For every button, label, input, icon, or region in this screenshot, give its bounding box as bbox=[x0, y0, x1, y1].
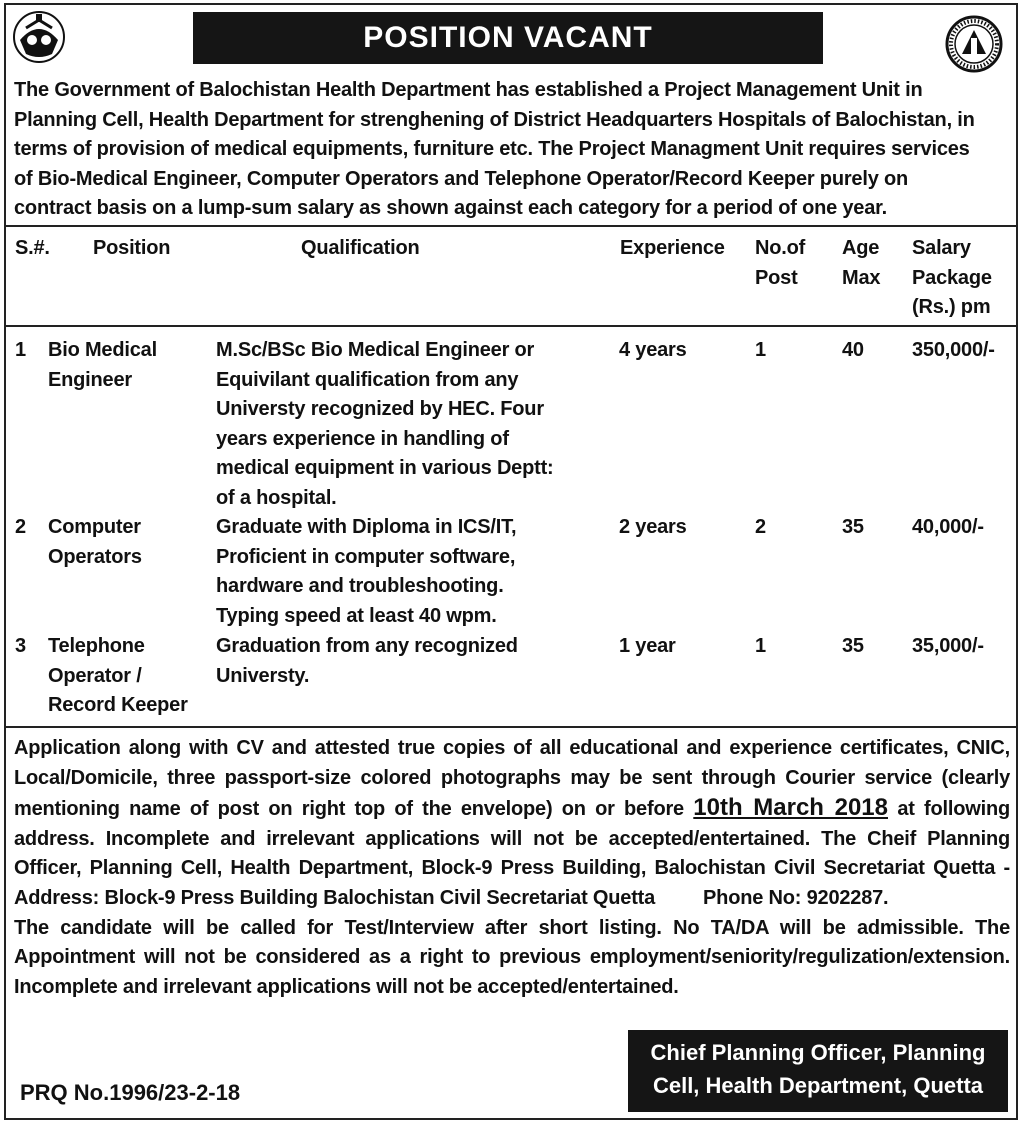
footer-line: Application along with CV and attested true copies of all educational and experience certificates, CNIC, bbox=[14, 737, 1010, 759]
header-position: Position bbox=[93, 237, 171, 259]
table-header-rule bbox=[4, 325, 1018, 327]
cell-experience: 1 year bbox=[619, 635, 676, 657]
table-top-rule bbox=[4, 225, 1018, 227]
application-instructions bbox=[14, 734, 1010, 1002]
cell-age: 35 bbox=[842, 516, 864, 538]
intro-line: terms of provision of medical equipments, furniture etc. The Project Managment Unit requires services bbox=[14, 138, 970, 161]
cell-line: hardware and troubleshooting. bbox=[216, 575, 504, 598]
cell-sn: 1 bbox=[15, 339, 26, 361]
government-emblem-icon bbox=[12, 10, 66, 64]
signature-line: Chief Planning Officer, Planning bbox=[650, 1040, 986, 1065]
public-relations-seal-icon bbox=[944, 14, 1004, 74]
cell-experience: 4 years bbox=[619, 339, 687, 361]
intro-line: Planning Cell, Health Department for strenghening of District Headquarters Hospitals of Balochistan, in bbox=[14, 108, 975, 131]
cell-line: Telephone bbox=[48, 635, 145, 657]
cell-line: Computer bbox=[48, 516, 141, 538]
intro-paragraph bbox=[14, 76, 1010, 224]
intro-line: of Bio-Medical Engineer, Computer Operators and Telephone Operator/Record Keeper purely on bbox=[14, 167, 909, 190]
cell-line: Proficient in computer software, bbox=[216, 545, 516, 568]
cell-position bbox=[48, 632, 188, 721]
cell-line: Universty recognized by HEC. Four bbox=[216, 398, 544, 421]
deadline-date: 10th March 2018 bbox=[693, 794, 888, 822]
cell-qualification bbox=[216, 632, 518, 691]
address-text: Address: Block-9 Press Building Balochistan Civil Secretariat Quetta bbox=[14, 886, 656, 909]
cell-age: 40 bbox=[842, 339, 864, 361]
cell-age: 35 bbox=[842, 635, 864, 657]
cell-posts: 1 bbox=[755, 339, 766, 361]
cell-qualification bbox=[216, 513, 516, 631]
cell-position bbox=[48, 336, 157, 395]
header-age-line: Age bbox=[842, 237, 880, 259]
footer-text: at following bbox=[897, 798, 1010, 821]
cell-salary: 350,000/- bbox=[912, 339, 995, 361]
cell-line: M.Sc/BSc Bio Medical Engineer or bbox=[216, 339, 535, 361]
header-age bbox=[842, 234, 880, 293]
phone-number: Phone No: 9202287. bbox=[703, 886, 889, 909]
header-salary-line: Salary bbox=[912, 237, 971, 259]
footer-line bbox=[14, 793, 1010, 825]
intro-line: contract basis on a lump-sum salary as shown against each category for a period of one year. bbox=[14, 197, 887, 220]
header-age-line: Max bbox=[842, 266, 881, 289]
header-posts-line: No.of bbox=[755, 237, 806, 259]
footer-line: Incomplete and irrelevant applications will not be accepted/entertained. bbox=[14, 975, 679, 998]
cell-posts: 1 bbox=[755, 635, 766, 657]
header-qualification: Qualification bbox=[301, 237, 420, 259]
header-salary bbox=[912, 234, 992, 323]
cell-line: Equivilant qualification from any bbox=[216, 368, 519, 391]
cell-line: of a hospital. bbox=[216, 486, 337, 509]
cell-line: Graduation from any recognized bbox=[216, 635, 518, 657]
footer-line bbox=[14, 884, 1010, 914]
cell-posts: 2 bbox=[755, 516, 766, 538]
header-salary-line: Package bbox=[912, 266, 992, 289]
header-sn: S.#. bbox=[15, 237, 50, 259]
footer-text: mentioning name of post on right top of the envelope) on or before bbox=[14, 798, 684, 821]
signature-block bbox=[628, 1030, 1008, 1112]
footer-line: The candidate will be called for Test/Interview after short listing. No TA/DA will be admissible. The bbox=[14, 916, 1010, 939]
cell-line: Universty. bbox=[216, 664, 310, 687]
cell-line: Operators bbox=[48, 545, 142, 568]
header-experience: Experience bbox=[620, 237, 725, 259]
cell-line: Graduate with Diploma in ICS/IT, bbox=[216, 516, 517, 538]
cell-line: medical equipment in various Deptt: bbox=[216, 457, 554, 480]
footer-line: Appointment will not be considered as a right to previous employment/seniority/regulization/extension. bbox=[14, 946, 1010, 969]
prq-number: PRQ No.1996/23-2-18 bbox=[20, 1080, 241, 1105]
cell-line: Engineer bbox=[48, 368, 132, 391]
cell-salary: 35,000/- bbox=[912, 635, 984, 657]
page-title: POSITION VACANT bbox=[193, 12, 823, 64]
footer-line: address. Incomplete and irrelevant applications will not be accepted/entertained. The Cheif Planning bbox=[14, 827, 1010, 850]
cell-sn: 2 bbox=[15, 516, 26, 538]
intro-line: The Government of Balochistan Health Department has established a Project Management Unit in bbox=[14, 79, 923, 101]
cell-line: Typing speed at least 40 wpm. bbox=[216, 604, 497, 627]
cell-line: Record Keeper bbox=[48, 694, 188, 717]
cell-position bbox=[48, 513, 142, 572]
cell-qualification bbox=[216, 336, 554, 514]
cell-line: Operator / bbox=[48, 664, 142, 687]
table-bottom-rule bbox=[4, 726, 1018, 728]
cell-line: Bio Medical bbox=[48, 339, 157, 361]
header-posts bbox=[755, 234, 805, 293]
cell-salary: 40,000/- bbox=[912, 516, 984, 538]
header-salary-line: (Rs.) pm bbox=[912, 296, 991, 319]
footer-line: Local/Domicile, three passport-size colored photographs may be sent through Courier service (clearly bbox=[14, 766, 1010, 789]
signature-line: Cell, Health Department, Quetta bbox=[652, 1073, 984, 1098]
cell-experience: 2 years bbox=[619, 516, 687, 538]
header-posts-line: Post bbox=[755, 266, 798, 289]
footer-line: Officer, Planning Cell, Health Department, Block-9 Press Building, Balochistan Civil Secretariat Quetta - bbox=[14, 857, 1010, 880]
cell-line: years experience in handling of bbox=[216, 427, 509, 450]
cell-sn: 3 bbox=[15, 635, 26, 657]
